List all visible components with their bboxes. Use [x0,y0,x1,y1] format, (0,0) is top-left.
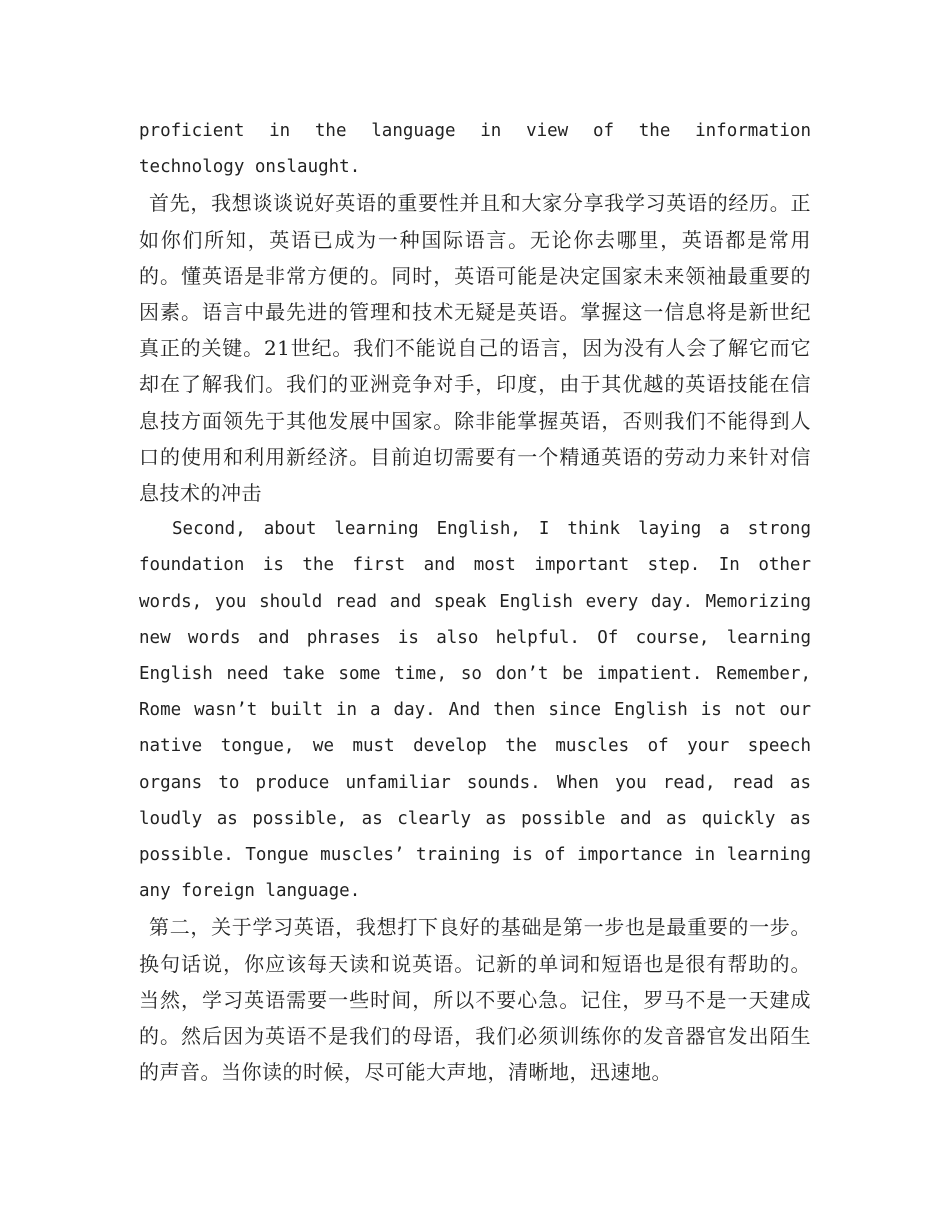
paragraph-english-continued: proficient in the language in view of the information technology onslaught. [139,121,811,178]
paragraph-chinese-first: 首先，我想谈谈说好英语的重要性并且和大家分享我学习英语的经历。正如你们所知，英语已成为一种国际语言。无论你去哪里，英语都是常用的。懂英语是非常方便的。同时，英语可能是决定国家未来领袖最重要的因素。语言中最先进的管理和技术无疑是英语。掌握这一信息将是新世纪真正的关键。21世纪。我们不能说自己的语言，因为没有人会了解它而它却在了解我们。我们的亚洲竞争对手，印度，由于其优越的英语技能在信息技方面领先于其他发展中国家。除非能掌握英语，否则我们不能得到人口的使用和利用新经济。目前迫切需要有一个精通英语的劳动力来针对信息技术的冲击 [139,191,811,506]
paragraph-english-second: Second, about learning English, I think laying a strong foundation is the first and most important step. In other words, you should read and speak English every day. Memorizing new words and phrases is also helpful. Of course, learning English need take some time, so don’t be impatient. Remember, Rome wasn’t built in a day. And then since English is not our native tongue, we must develop the muscles of your speech organs to produce unfamiliar sounds. When you read, read as loudly as possible, as clearly as possible and as quickly as possible. Tongue muscles’ training is of importance in learning any foreign language. [139,519,811,902]
paragraph-chinese-second: 第二，关于学习英语，我想打下良好的基础是第一步也是最重要的一步。换句话说，你应该每天读和说英语。记新的单词和短语也是很有帮助的。当然，学习英语需要一些时间，所以不要心急。记住，罗马不是一天建成的。然后因为英语不是我们的母语，我们必须训练你的发音器官发出陌生的声音。当你读的时候，尽可能大声地，清晰地，迅速地。 [139,915,811,1085]
document-body [139,113,811,1090]
